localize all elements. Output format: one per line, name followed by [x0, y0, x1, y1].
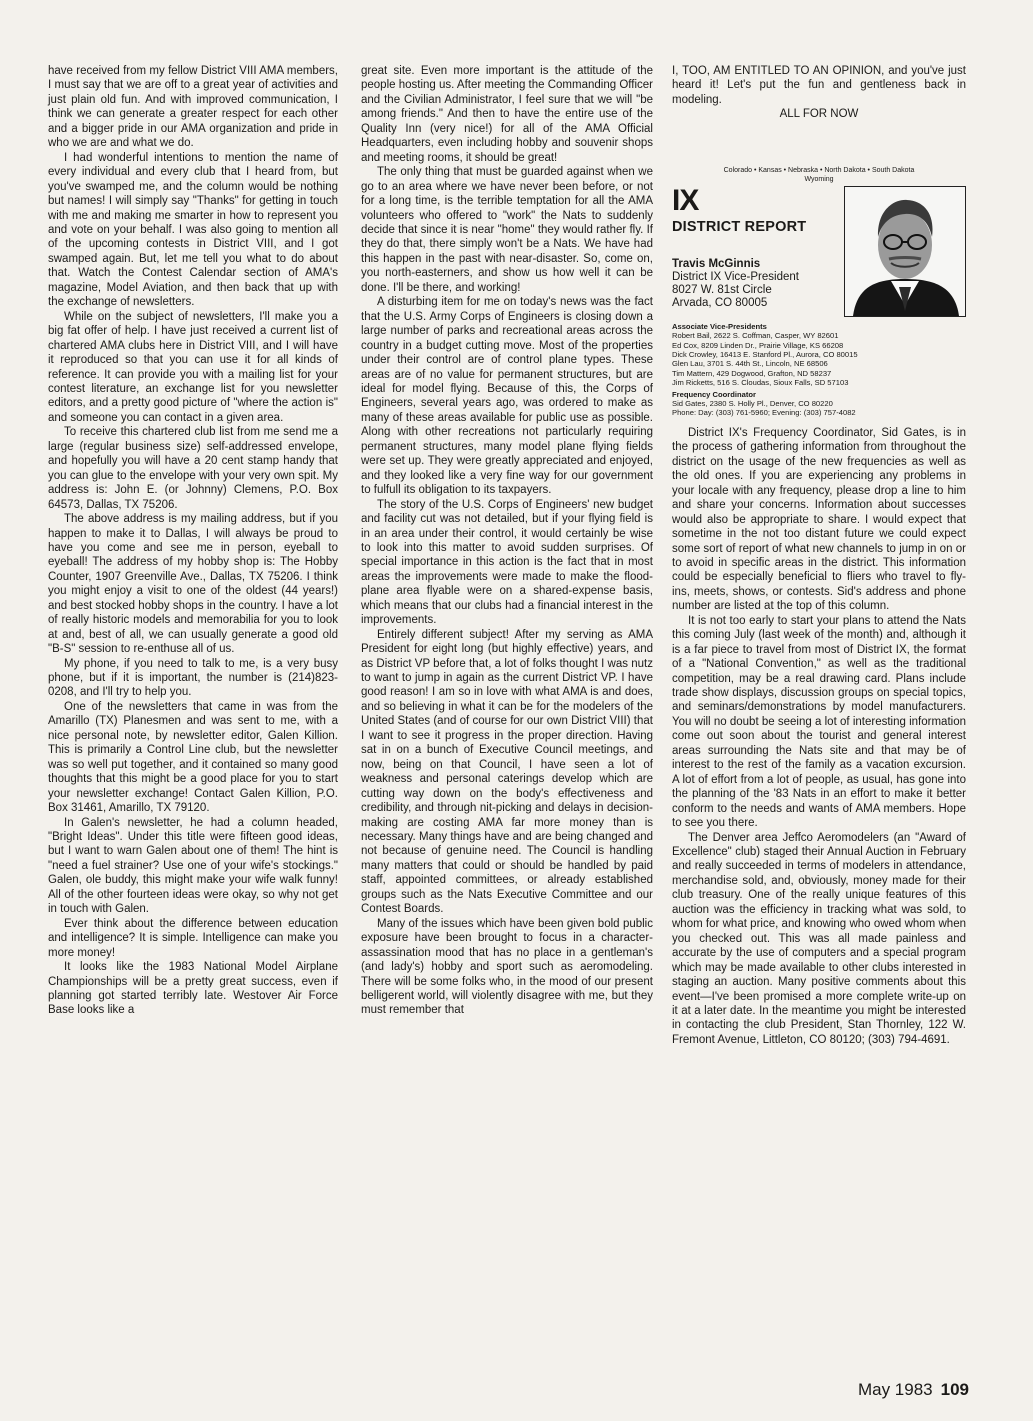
associates-heading: Associate Vice-Presidents [672, 321, 767, 331]
portrait-icon [845, 187, 965, 316]
vp-title: District IX Vice-President [672, 270, 799, 283]
states-line: Colorado • Kansas • Nebraska • North Dakota • South Dakota [723, 166, 915, 174]
associate-vps [672, 322, 966, 418]
paragraph: A disturbing item for me on today's news was the fact that the U.S. Army Corps of Engineers is closing down a large number of parks and recreational areas across the country in a budget cutting move. Most of the properties under their control are of control plane types. These areas are of no value for permanent structures, but are ideal for model flying. Because of this, the Corps of Engineers, several years ago, was ordered to make as many of these areas available for public use as possible. Along with other recreations not particularly requiring permanent structures, many model plane flying fields were set up. They were greatly appreciated and enjoyed, and they looked like a very fine way for our government to fulfull its obligation to its taxpayers. [361, 296, 653, 497]
opinion-paragraph: I, TOO, AM ENTITLED TO AN OPINION, and you've just heard it! Let's put the fun and gentleness back in modeling. [672, 65, 966, 106]
district-number: IX [672, 183, 699, 217]
paragraph: The story of the U.S. Corps of Engineers' new budget and facility cut was not detailed, but if your flying field is in an area under their control, it would certainly be wise to look into this matter to avoid sudden surprises. Of special importance in this action is the fact that in most areas the improvements were made to make the flood-plane area flyable were on a shared-expense basis, which means that our clubs had a financial interest in the improvements. [361, 498, 653, 627]
column-right [672, 64, 966, 1047]
vp-street: 8027 W. 81st Circle [672, 283, 772, 296]
paragraph: Entirely different subject! After my serving as AMA President for eight long (but highly effective) years, and as District VP before that, a lot of folks thought I was nutz to want to jump in again as the current District VP. I have good reason! I am so in love with what AMA is and does, and so believing in what it can be for the modelers of the United States (and of course for our own District VIII) that I want to see it progress in the proper direction. Having sat in on a bunch of Executive Council meetings, and now, being on that Council, I have seen a lot of weakness and personal caterings develop which are cutting way down on the body's effectiveness and credibility, and through nit-picking and delays in decision-making are costing AMA far more money than is necessary. Many things have and are being changed and not because of genuine need. The Council is handling many matters that could or should be handled by paid staff, appointed committees, or already established groups such as the Nats Executive Committee and our Contest Boards. [361, 628, 653, 916]
paragraph: The above address is my mailing address, but if you happen to make it to Dallas, I will always be proud to have you come and see me in person, eyeball to eyeball! The address of my hobby shop is: The Hobby Counter, 1907 Greenville Ave., Dallas, TX 75206. I think you might enjoy a visit to one of the oldest (44 years!) and best stocked hobby shops in the country. I have a lot of really historic models and memorabilia for you to look at and, best of all, we can usually generate a good old "B-S" session to re-enthuse all of us. [48, 513, 338, 656]
paragraph: In Galen's newsletter, he had a column headed, "Bright Ideas". Under this title were fifteen good ideas, but I want to warn Galen about one of them! The hint is "need a fuel strainer? Use one of your wife's stockings." Galen, ole buddy, this might make your wife walk funny! All of the other fourteen ideas were okay, so why not get in touch with Galen. [48, 816, 338, 916]
paragraph: District IX's Frequency Coordinator, Sid Gates, is in the process of gathering information from throughout the district on the usage of the new frequencies as well as the old ones. If you are experiencing any problems in your locale with any frequency, please drop a line to him and share your concerns. Information about successes would also be appropriate to share. I would expect that sometime in the not too distant future we could expect some sort of report of what new channels to jump in on or to avoid in specific areas in the district. This information could be especially beneficial to fliers who travel to fly-ins, meets, shows, or contests. Sid's address and phone number are listed at the top of this column. [672, 426, 966, 613]
paragraph: great site. Even more important is the attitude of the people hosting us. After meeting the Commanding Officer and the Civilian Administrator, I feel sure that we will "be among friends." And then to have the entire use of the Quality Inn (very nice!) for all of the AMA Official Headquarters, even including hobby and souvenir shops and meeting rooms, it should be great! [361, 65, 653, 164]
issue-date: May 1983 [857, 1380, 933, 1399]
paragraph: To receive this chartered club list from me send me a large (regular business size) self-addressed envelope, and hopefully you will have a 20 cent stamp handy that you can glue to the envelope with your very own spit. My address is: John E. (or Johnny) Clemens, P.O. Box 64573, Dallas, TX 75206. [48, 426, 338, 511]
paragraph: The Denver area Jeffco Aeromodelers (an "Award of Excellence" club) staged their Annual Auction in February and really succeeded in terms of modelers in attendance, merchandise sold, and, obviously, money made for their club treasury. One of the really unique features of this auction was the efficiency in tracking what was sold, to whom for what price, and knowing who owed whom when you checked out. This was all made painless and accurate by the use of computers and a special program which may be made available to other clubs interested in staging an auction. Many positive comments about this event—I've been promised a more complete write-up on it at a later date. In the meantime you might be interested in contacting the club President, Stan Thornley, 122 W. Fremont Avenue, Littleton, CO 80120; (303) 794-4691. [672, 831, 966, 1046]
frequency-heading: Frequency Coordinator [672, 389, 756, 399]
associate-line: Jim Ricketts, 516 S. Cloudas, Sioux Falls, SD 57103 [672, 378, 849, 388]
paragraph: The only thing that must be guarded against when we go to an area where we have never been before, or not for a long time, is the terrible temptation for all the AMA volunteers who offered to "work" the Nats to suddenly decide that since it is near "home" they would rather fly. If they do that, there simply won't be a Nats. We have had this happen in the past with near-disaster. So, come on, you north-easterners, and show us how well it can be done. I'll be there, and working! [361, 166, 653, 294]
frequency-line: Phone: Day: (303) 761-5960; Evening: (303) 757-4082 [672, 408, 856, 418]
paragraph: Many of the issues which have been given bold public exposure have been brought to focus in a character-assassination mood that has no place in a gentleman's (and lady's) hobby and sport such as aeromodeling. There will be some folks who, in the mood of our present belligerent world, will violently disagree with me, but they must remember that [361, 917, 653, 1017]
column-left [48, 64, 338, 1018]
spacer [672, 122, 966, 166]
associate-line: Dick Crowley, 16413 E. Stanford Pl., Aurora, CO 80015 [672, 350, 858, 360]
states-line: Wyoming [804, 175, 834, 183]
associate-line: Robert Bail, 2622 S. Coffman, Casper, WY 82601 [672, 331, 839, 341]
district-report-header [672, 183, 966, 320]
paragraph: It is not too early to start your plans to attend the Nats this coming July (last week of the month) and, although it is a far piece to travel from most of District IX, the format of a "National Convention," as well as the traditional competition, may be a real drawing card. Plans include trade show displays, discussion groups on special topics, and seminars/demonstrations by model manufacturers. You will no doubt be seeing a lot of interesting information come out soon about the tourist and general interest areas surrounding the Nats site and that may be of interest to the rest of the family as a vacation excursion. A lot of effort from a lot of people, as usual, has gone into the planning of the '83 Nats in an effort to make it better conform to the needs and wants of AMA members. Hope to see you there. [672, 614, 966, 830]
paragraph: I had wonderful intentions to mention the name of every individual and every club that I heard from, but you've swamped me, and the column would be nothing but names! I will simply say "Thanks" for getting in touch with me and making me smarter in how to represent you and vote on your behalf. I was also going to mention all of the upcoming contests in District VIII, and I got swamped again. But, let me tell you what to do about that. Watch the Contest Calendar section of AMA's magazine, Model Aviation, and then back that up with the exchange of newsletters. [48, 151, 338, 309]
signoff: ALL FOR NOW [779, 108, 859, 121]
column-middle [361, 64, 653, 1018]
district-states [672, 166, 966, 184]
paragraph: Ever think about the difference between education and intelligence? It is simple. Intelligence can make you more money! [48, 917, 338, 959]
vp-portrait-photo [844, 186, 966, 317]
paragraph: It looks like the 1983 National Model Airplane Championships will be a pretty great success, even if planning got started terribly late. Westover Air Force Base looks like a [48, 961, 338, 1017]
paragraph: While on the subject of newsletters, I'll make you a big fat offer of help. I have just received a current list of chartered AMA clubs here in District VIII, and I will have it reproduced so that you can use it for all kinds of reference. It can provide you with a mailing list for your contest literature, an exchange list for you newsletter editors, and a pretty good picture of "where the action is" and someone you can contact in a given area. [48, 310, 338, 424]
paragraph: have received from my fellow District VIII AMA members, I must say that we are off to a great year of activities and just plain old fun. And with improved communication, I think we can generate a greater respect for each other and a bigger pride in our AMA organization and pride in who we are and what we do. [48, 65, 338, 150]
associate-line: Tim Mattern, 429 Dogwood, Grafton, ND 58237 [672, 368, 832, 378]
paragraph: One of the newsletters that came in was from the Amarillo (TX) Planesmen and was sent to me, with a nice personal note, by newsletter editor, Galen Killion. This is primarily a Control Line club, but the newsletter was so well put together, and it contained so many good thoughts that this might be a good place for you to start your newsletter exchange! Contact Galen Killion, P.O. Box 31461, Amarillo, TX 79120. [48, 700, 338, 815]
page-number: 109 [940, 1380, 969, 1399]
paragraph: My phone, if you need to talk to me, is a very busy phone, but if it is important, the number is (214)823-0208, and I'll try to help you. [48, 657, 338, 699]
associate-line: Ed Cox, 8209 Linden Dr., Prairie Village, KS 66208 [672, 340, 844, 350]
vp-city: Arvada, CO 80005 [672, 296, 768, 309]
vice-president-info [672, 258, 799, 310]
district-report-title: DISTRICT REPORT [672, 218, 807, 235]
associate-line: Glen Lau, 3701 S. 44th St., Lincoln, NE 68506 [672, 359, 828, 369]
page-footer [858, 1380, 969, 1400]
frequency-line: Sid Gates, 2380 S. Holly Pl., Denver, CO 80220 [672, 399, 833, 409]
vp-name: Travis McGinnis [672, 257, 761, 270]
